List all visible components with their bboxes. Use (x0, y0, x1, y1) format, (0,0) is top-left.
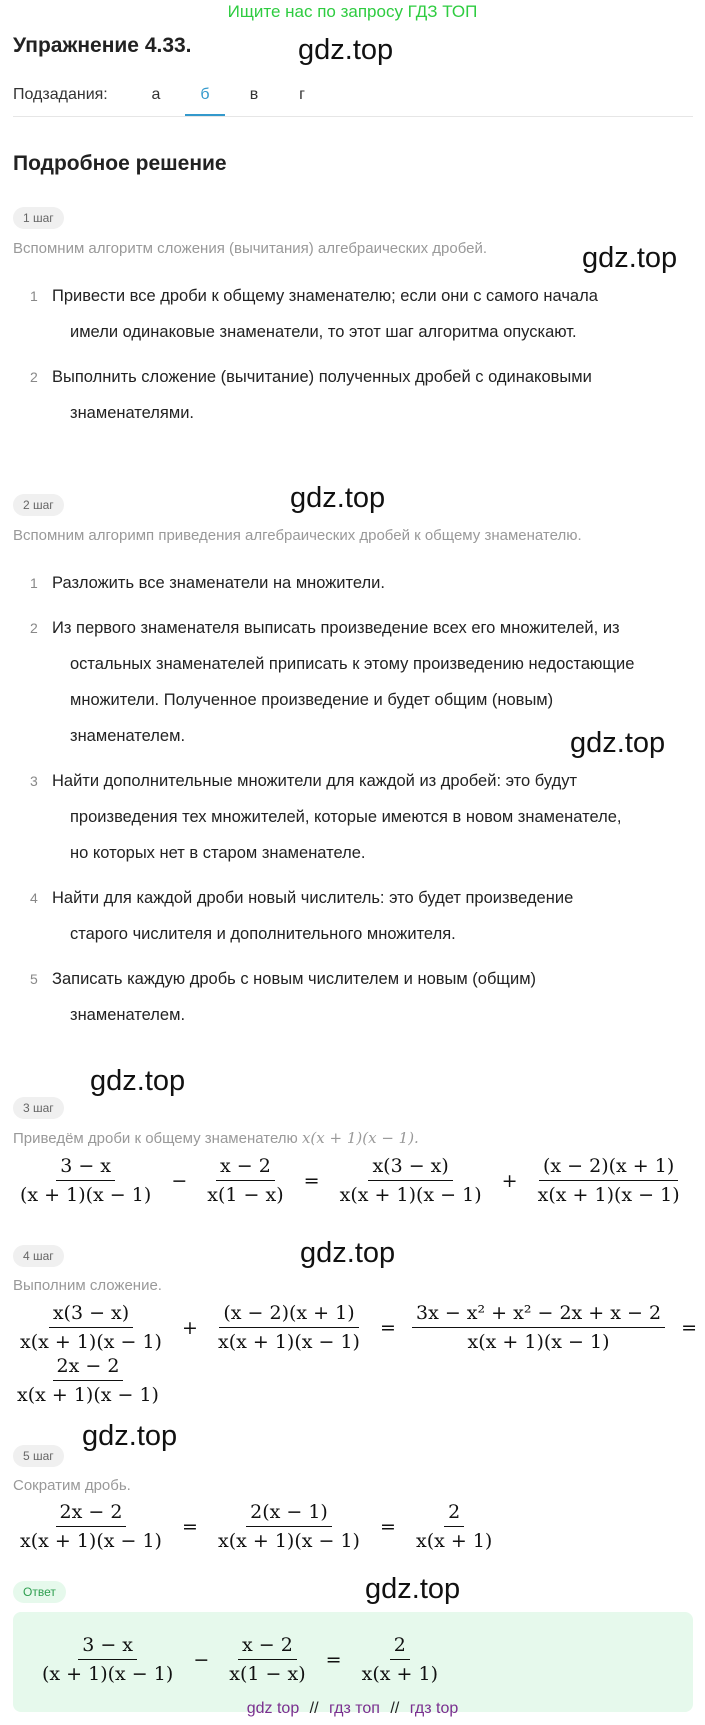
step-hint: Сократим дробь. (13, 1477, 131, 1494)
answer-equation: $\frac{3 - x}{(x + 1)(x - 1)}$ − $\frac{x - 2}{x(1 - x)}$ = $\frac{2}{x(x + 1)}$ (42, 1634, 438, 1685)
list-item-cont: множители. Полученное произведение и будет общим (новым) (70, 691, 554, 709)
exercise-title: Упражнение 4.33. (13, 34, 192, 57)
tab-g[interactable]: г (299, 86, 305, 103)
step-hint: Вспомним алгоритм сложения (вычитания) алгебраических дробей. (13, 240, 488, 257)
subtasks-label: Подзадания: (13, 86, 108, 103)
footer-link[interactable]: гдз топ (329, 1700, 380, 1717)
step4-equation: $\frac{x(3 - x)}{x(x + 1)(x - 1)}$ + $\frac{(x - 2)(x + 1)}{x(x + 1)(x - 1)}$ = $\frac{\text{3x − x² + x² − 2x + x − 2}}{x(x + 1)(x - 1)}$ = (20, 1302, 698, 1353)
step-hint: Выполним сложение. (13, 1277, 162, 1294)
list-item: 3 Найти дополнительные множители для каждой из дробей: это будут (30, 772, 578, 790)
footer-link[interactable]: gdz top (246, 1700, 300, 1717)
watermark: gdz.top (82, 1420, 178, 1452)
list-item: 5 Записать каждую дробь с новым числителем и новым (общим) (30, 970, 537, 988)
watermark: gdz.top (582, 242, 678, 274)
watermark: gdz.top (290, 482, 386, 514)
step-hint: Вспомним алгоримп приведения алгебраических дробей к общему знаменателю. (13, 527, 582, 544)
footer-separator: // (390, 1700, 400, 1717)
subtasks-bar (13, 84, 693, 117)
step-badge: 1 шаг (13, 207, 64, 229)
list-item-cont: знаменателем. (70, 1006, 186, 1024)
step-badge: 2 шаг (13, 494, 64, 516)
step-hint: Приведём дроби к общему знаменателю x(x + 1)(x − 1). (13, 1129, 419, 1147)
list-item-cont: знаменателями. (70, 404, 195, 422)
list-item: 2 Выполнить сложение (вычитание) полученных дробей с одинаковыми (30, 368, 592, 386)
step-badge: 4 шаг (13, 1245, 64, 1267)
step5-equation: $\frac{2x - 2}{x(x + 1)(x - 1)}$ = $\frac{2(x - 1)}{x(x + 1)(x - 1)}$ = $\frac{2}{x(x + 1)}$ (20, 1501, 493, 1552)
list-item: 4 Найти для каждой дроби новый числитель: это будет произведение (30, 889, 574, 907)
step3-equation: $\frac{3 - x}{(x + 1)(x - 1)}$ − $\frac{x - 2}{x(1 - x)}$ = $\frac{x(3 - x)}{x(x + 1)(x - 1)}$ + $\frac{(x - 2)(x + 1)}{x(x + 1)(x - 1)}$ (20, 1155, 680, 1206)
step1-list (30, 278, 700, 431)
tab-b[interactable]: б (185, 86, 225, 116)
list-item-cont: знаменателем. (70, 727, 186, 745)
step-badge: 3 шаг (13, 1097, 64, 1119)
search-banner: Ищите нас по запросу ГДЗ ТОП (227, 2, 478, 21)
watermark: gdz.top (365, 1573, 461, 1605)
list-item-cont: произведения тех множителей, которые имеются в новом знаменателе, (70, 808, 622, 826)
tab-v[interactable]: в (249, 86, 259, 103)
list-item-cont: имели одинаковые знаменатели, то этот шаг алгоритма опускают. (70, 323, 577, 341)
watermark: gdz.top (298, 34, 394, 66)
footer-links (0, 1700, 705, 1718)
answer-badge: Ответ (13, 1581, 66, 1603)
list-item: 1 Разложить все знаменатели на множители. (30, 574, 385, 592)
answer-box (13, 1612, 693, 1712)
watermark: gdz.top (300, 1237, 396, 1269)
footer-separator: // (309, 1700, 319, 1717)
step-badge: 5 шаг (13, 1445, 64, 1467)
list-item-cont: старого числителя и дополнительного множителя. (70, 925, 456, 943)
list-item: 1 Привести все дроби к общему знаменателю; если они с самого начала (30, 287, 598, 305)
step4-equation-cont: $\frac{2x - 2}{x(x + 1)(x - 1)}$ (17, 1355, 159, 1406)
footer-link[interactable]: гдз top (409, 1700, 459, 1717)
step2-list (30, 565, 700, 1033)
section-title: Подробное решение (13, 152, 227, 175)
list-item: 2 Из первого знаменателя выписать произведение всех его множителей, из (30, 619, 620, 637)
watermark: gdz.top (570, 727, 666, 759)
list-item-cont: остальных знаменателей приписать к этому произведению недостающие (70, 655, 635, 673)
tab-a[interactable]: а (151, 86, 161, 103)
list-item-cont: но которых нет в старом знаменателе. (70, 844, 366, 862)
watermark: gdz.top (90, 1065, 186, 1097)
